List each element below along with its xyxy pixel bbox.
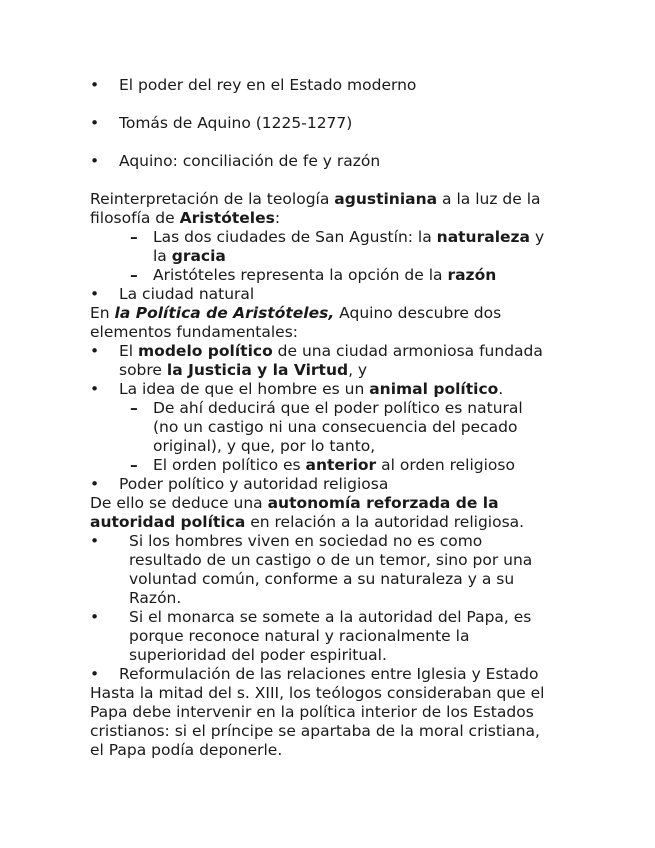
dash-item: – Las dos ciudades de San Agustín: la naturaleza y: [90, 228, 544, 247]
paragraph-line: Reinterpretación de la teología agustiniana a la luz de la: [90, 190, 541, 208]
bullet-cont: porque reconoce natural y racionalmente la: [129, 627, 470, 645]
bullet-cont: Razón.: [129, 589, 182, 607]
bullet-cont: resultado de un castigo o de un temor, sino por una: [129, 551, 533, 569]
paragraph-line: Papa debe intervenir en la política interior de los Estados: [90, 703, 534, 721]
bullet-conciliacion: • Aquino: conciliación de fe y razón: [90, 152, 380, 171]
paragraph-line: filosofía de Aristóteles:: [90, 209, 281, 227]
bullet-cont: voluntad común, conforme a su naturaleza y a su: [129, 570, 515, 588]
bullet-cont: superioridad del poder espiritual.: [129, 646, 387, 664]
dash-item-cont: original), y que, por lo tanto,: [153, 437, 376, 455]
bullet-monarca: • Si el monarca se somete a la autoridad del Papa, es: [90, 608, 531, 627]
bullet-hombres: • Si los hombres viven en sociedad no es como: [90, 532, 482, 551]
dash-item: – El orden político es anterior al orden religioso: [90, 456, 515, 475]
paragraph-line: autoridad política en relación a la autoridad religiosa.: [90, 513, 525, 531]
paragraph-line: elementos fundamentales:: [90, 323, 299, 341]
bullet-poder-politico: • Poder político y autoridad religiosa: [90, 475, 388, 494]
dash-item: – Aristóteles representa la opción de la razón: [90, 266, 496, 285]
dash-item-cont: (no un castigo ni una consecuencia del pecado: [153, 418, 518, 436]
bullet-animal: • La idea de que el hombre es un animal político.: [90, 380, 503, 399]
dash-item: – De ahí deducirá que el poder político es natural: [90, 399, 523, 418]
bullet-ciudad-natural: • La ciudad natural: [90, 285, 254, 304]
paragraph-line: el Papa podía deponerle.: [90, 741, 283, 759]
dash-item-cont: la gracia: [153, 247, 226, 265]
bullet-poder-rey: • El poder del rey en el Estado moderno: [90, 76, 416, 95]
bullet-reformulacion: • Reformulación de las relaciones entre Iglesia y Estado: [90, 665, 538, 684]
bullet-cont: sobre la Justicia y la Virtud, y: [119, 361, 368, 379]
paragraph-line: Hasta la mitad del s. XIII, los teólogos consideraban que el: [90, 684, 545, 702]
bullet-tomas-aquino: • Tomás de Aquino (1225-1277): [90, 114, 352, 133]
paragraph-line: De ello se deduce una autonomía reforzada de la: [90, 494, 499, 512]
paragraph-line: cristianos: si el príncipe se apartaba de la moral cristiana,: [90, 722, 540, 740]
paragraph-line: En la Política de Aristóteles, Aquino descubre dos: [90, 304, 502, 322]
bullet-modelo: • El modelo político de una ciudad armoniosa fundada: [90, 342, 543, 361]
